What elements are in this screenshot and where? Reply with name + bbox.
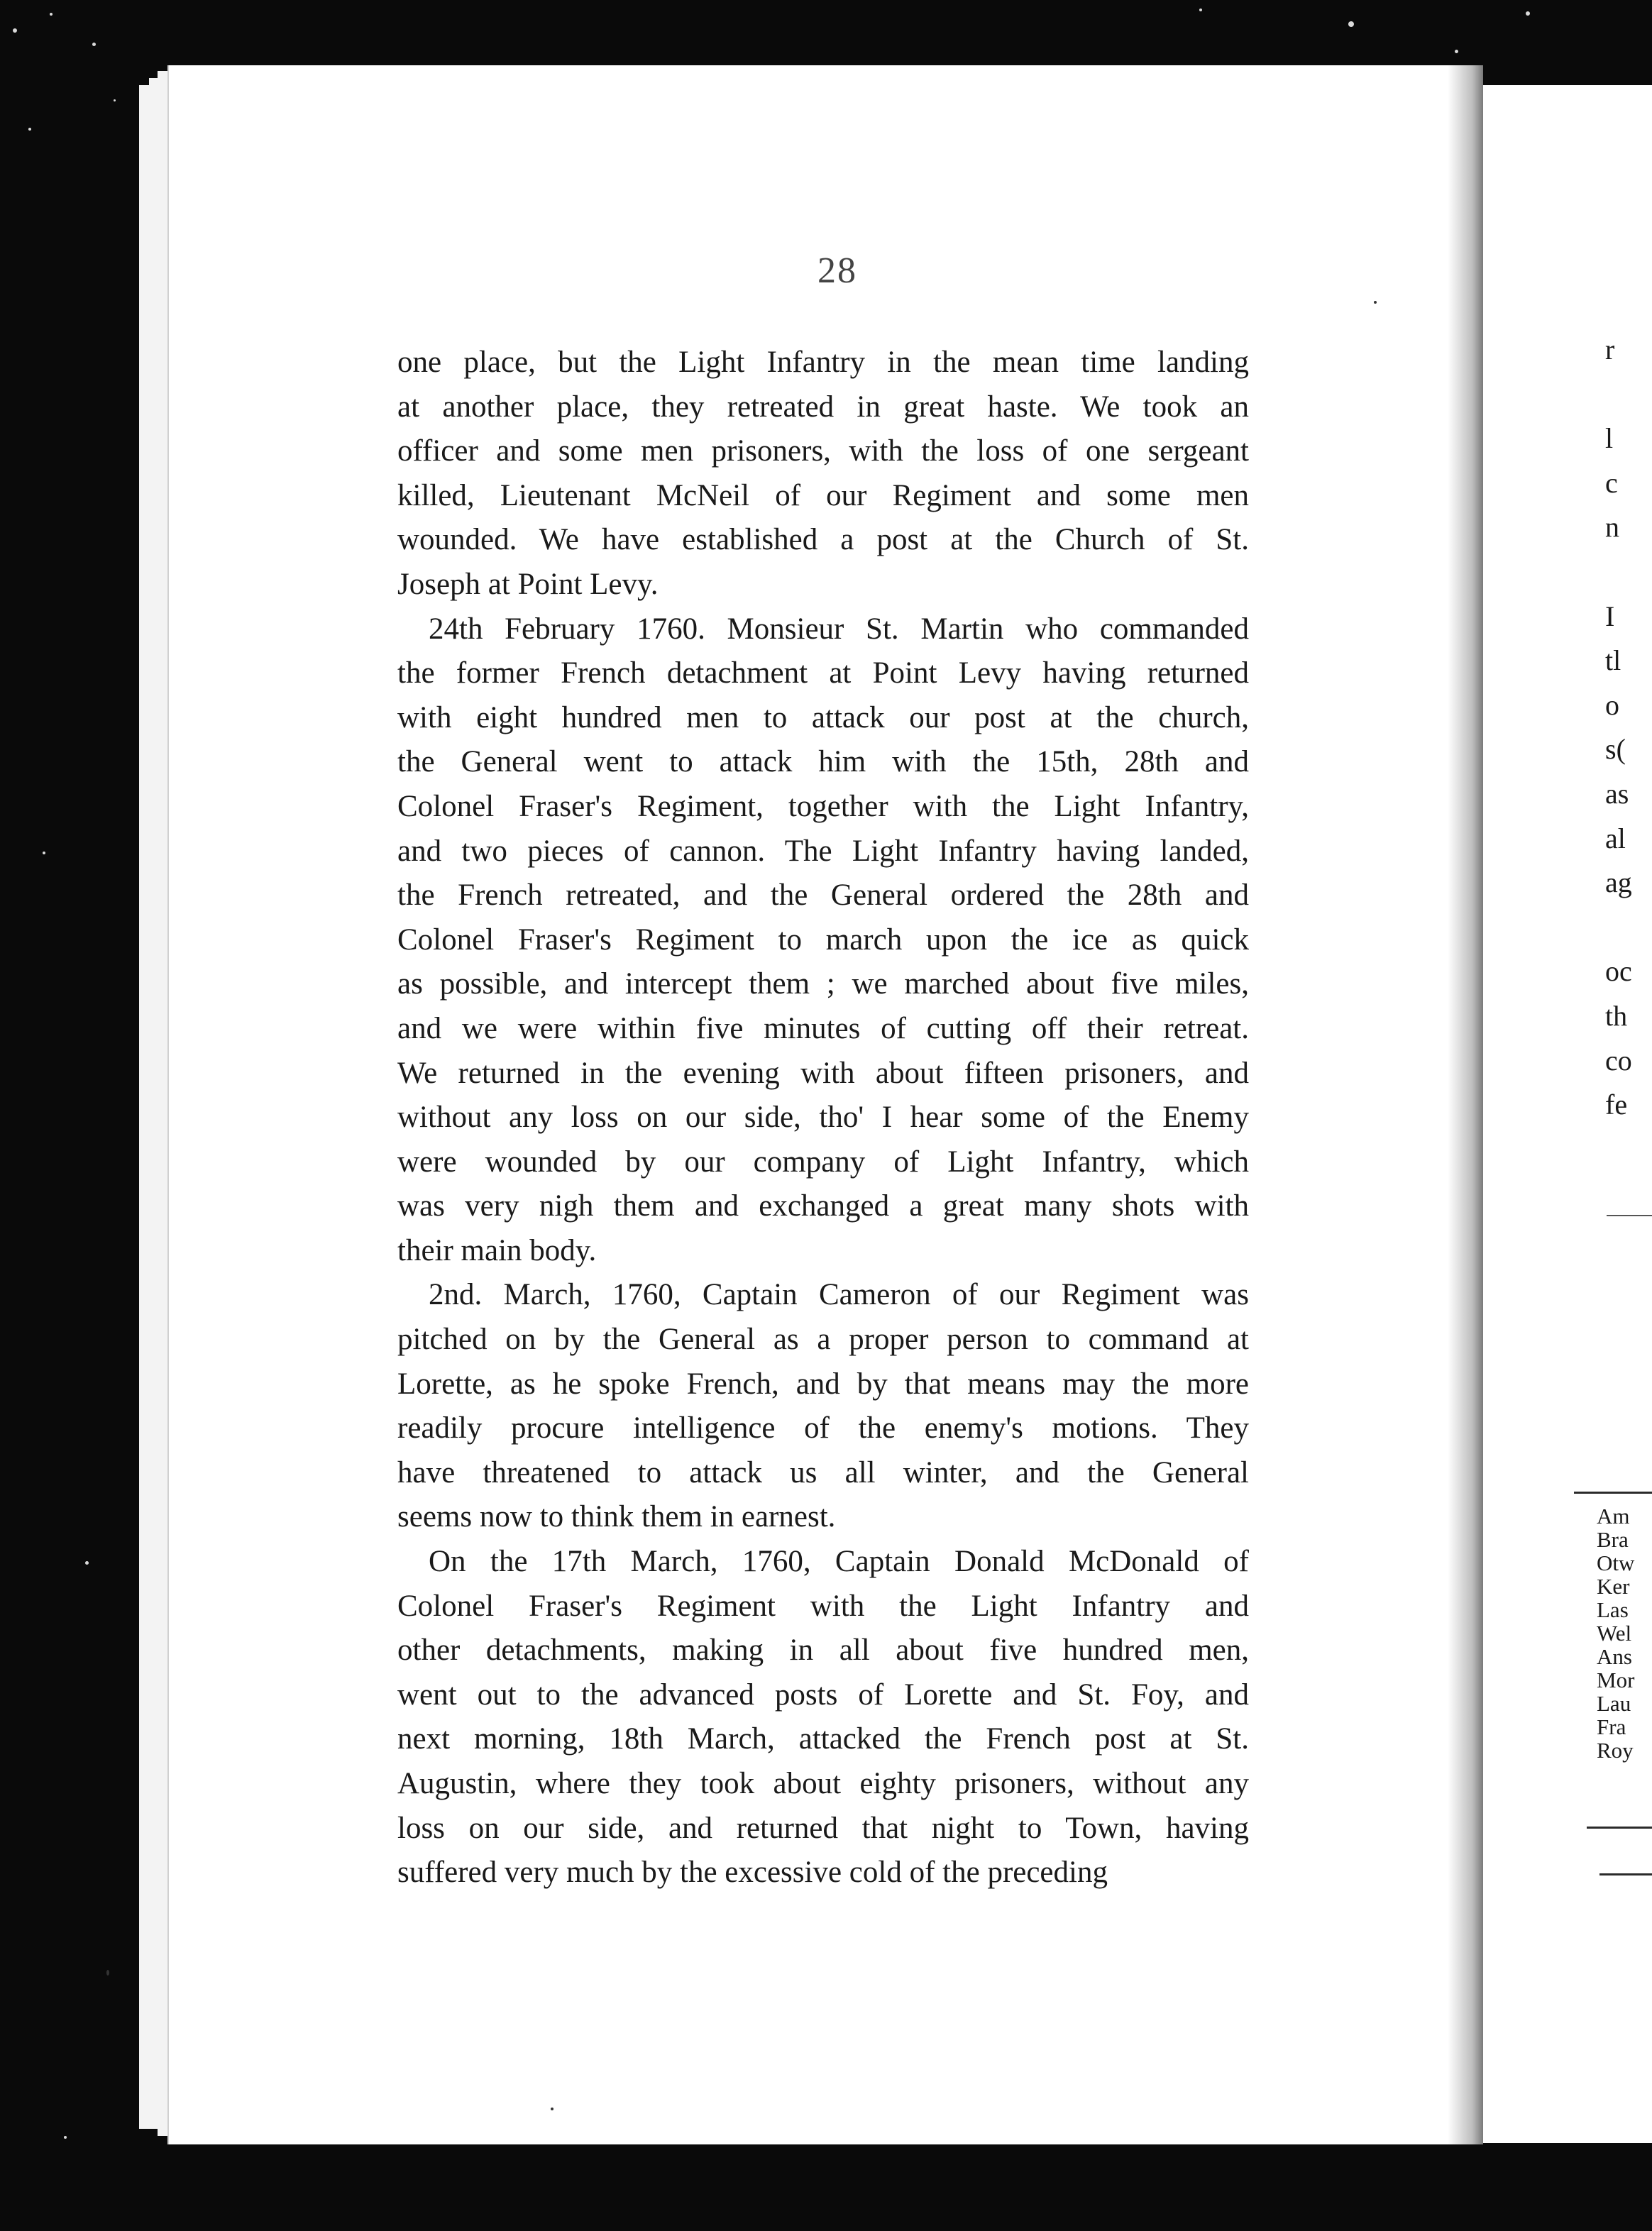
text-line: Lorette, as he spoke French, and by that means may the more (397, 1367, 1249, 1401)
text-line: Augustin, where they took about eighty prisoners, without any (397, 1767, 1249, 1800)
text-line: the former French detachment at Point Levy having returned (397, 656, 1249, 690)
facing-page-fragment: n (1605, 511, 1619, 544)
text-line: at another place, they retreated in great haste. We took an (397, 390, 1249, 424)
dust-speck (50, 13, 53, 16)
text-line: Joseph at Point Levy. (397, 567, 659, 601)
facing-page-fragment: o (1605, 688, 1619, 721)
text-line: as possible, and intercept them ; we marched about five miles, (397, 967, 1249, 1001)
dust-speck (43, 852, 45, 854)
index-entry: Wel (1597, 1621, 1632, 1646)
text-line: one place, but the Light Infantry in the mean time landing (397, 346, 1249, 379)
gutter-shadow (1448, 65, 1483, 2144)
paragraph (397, 341, 1249, 607)
dust-speck (1526, 11, 1530, 16)
dust-speck (114, 99, 116, 101)
facing-page-fragment: co (1605, 1044, 1632, 1076)
facing-page-index-list (1597, 1504, 1652, 1762)
index-entry: Las (1597, 1597, 1629, 1622)
index-entry: Bra (1597, 1527, 1629, 1552)
facing-page-fragment: I (1605, 600, 1615, 632)
text-line: On the 17th March, 1760, Captain Donald McDonald of (429, 1545, 1249, 1579)
facing-page-fragment: l (1605, 422, 1614, 455)
dust-speck (1455, 50, 1458, 53)
dust-speck (92, 43, 96, 46)
text-line: have threatened to attack us all winter, and the General (397, 1455, 1249, 1489)
index-bottom-rule (1599, 1873, 1652, 1875)
margin-mark (106, 1970, 109, 1976)
text-line: Colonel Fraser's Regiment, together with the Light Infantry, (397, 789, 1249, 823)
text-line: with eight hundred men to attack our post at the church, (397, 700, 1249, 734)
text-line: the General went to attack him with the 15th, 28th and (397, 745, 1249, 779)
dust-speck (13, 28, 17, 33)
index-entry: Roy (1597, 1738, 1634, 1763)
text-line: officer and some men prisoners, with the loss of one sergeant (397, 434, 1249, 468)
index-entry: Mor (1597, 1668, 1635, 1692)
paragraph (397, 1273, 1249, 1540)
index-entry: Fra (1597, 1714, 1626, 1739)
facing-page-fragment: ag (1605, 866, 1632, 899)
index-entry: Am (1597, 1504, 1630, 1528)
text-line: 2nd. March, 1760, Captain Cameron of our Regiment was (429, 1278, 1249, 1312)
text-line: wounded. We have established a post at the Church of St. (397, 523, 1249, 557)
facing-page-fragment: c (1605, 466, 1618, 499)
facing-page-fragment: al (1605, 822, 1626, 854)
margin-mark (551, 2108, 554, 2110)
index-entry: Ker (1597, 1574, 1630, 1599)
paragraph (397, 1540, 1249, 1895)
text-line: next morning, 18th March, attacked the French post at St. (397, 1722, 1249, 1756)
page-body-text (397, 341, 1249, 1895)
text-line: was very nigh them and exchanged a great many shots with (397, 1189, 1249, 1223)
text-line: and we were within five minutes of cutting off their retreat. (397, 1011, 1249, 1045)
index-top-rule (1574, 1492, 1652, 1494)
page-number: 28 (817, 250, 857, 291)
index-entry: Lau (1597, 1691, 1631, 1716)
facing-page-fragment: fe (1605, 1089, 1628, 1121)
dust-speck (85, 1561, 89, 1565)
text-line: the French retreated, and the General ordered the 28th and (397, 878, 1249, 913)
text-line: Colonel Fraser's Regiment to march upon the ice as quick (397, 922, 1249, 957)
dust-speck (1199, 9, 1202, 11)
text-line: killed, Lieutenant McNeil of our Regiment and some men (397, 478, 1249, 512)
facing-page-fragment: th (1605, 1000, 1628, 1032)
facing-page-fragment: as (1605, 778, 1629, 810)
facing-page-fragment: s( (1605, 733, 1626, 766)
text-line: other detachments, making in all about five hundred men, (397, 1634, 1249, 1668)
facing-page-rule (1607, 1215, 1652, 1216)
dust-speck (1348, 21, 1354, 27)
text-line: went out to the advanced posts of Lorette and St. Foy, and (397, 1678, 1249, 1712)
text-line: seems now to think them in earnest. (397, 1500, 836, 1534)
text-line: their main body. (397, 1233, 597, 1267)
paragraph (397, 607, 1249, 1274)
text-line: 24th February 1760. Monsieur St. Martin who commanded (429, 612, 1249, 646)
text-line: were wounded by our company of Light Infantry, which (397, 1145, 1249, 1179)
dust-speck (64, 2136, 67, 2139)
index-entry: Otw (1597, 1550, 1635, 1575)
facing-page-fragment: r (1605, 334, 1615, 365)
text-line: pitched on by the General as a proper person to command at (397, 1323, 1249, 1357)
text-line: without any loss on our side, tho' I hear some of the Enemy (397, 1101, 1249, 1135)
text-line: loss on our side, and returned that night to Town, having (397, 1811, 1249, 1845)
margin-mark (1374, 301, 1377, 304)
text-line: suffered very much by the excessive cold of the preceding (397, 1856, 1108, 1890)
dust-speck (28, 128, 31, 131)
text-line: readily procure intelligence of the enemy's motions. They (397, 1411, 1249, 1445)
text-line: We returned in the evening with about fifteen prisoners, and (397, 1056, 1249, 1090)
index-bottom-rule (1587, 1827, 1652, 1829)
facing-page-fragment: oc (1605, 955, 1632, 988)
facing-page-fragment: tl (1605, 644, 1621, 677)
text-line: and two pieces of cannon. The Light Infantry having landed, (397, 834, 1249, 868)
index-entry: Ans (1597, 1644, 1632, 1669)
text-line: Colonel Fraser's Regiment with the Light Infantry and (397, 1589, 1249, 1623)
